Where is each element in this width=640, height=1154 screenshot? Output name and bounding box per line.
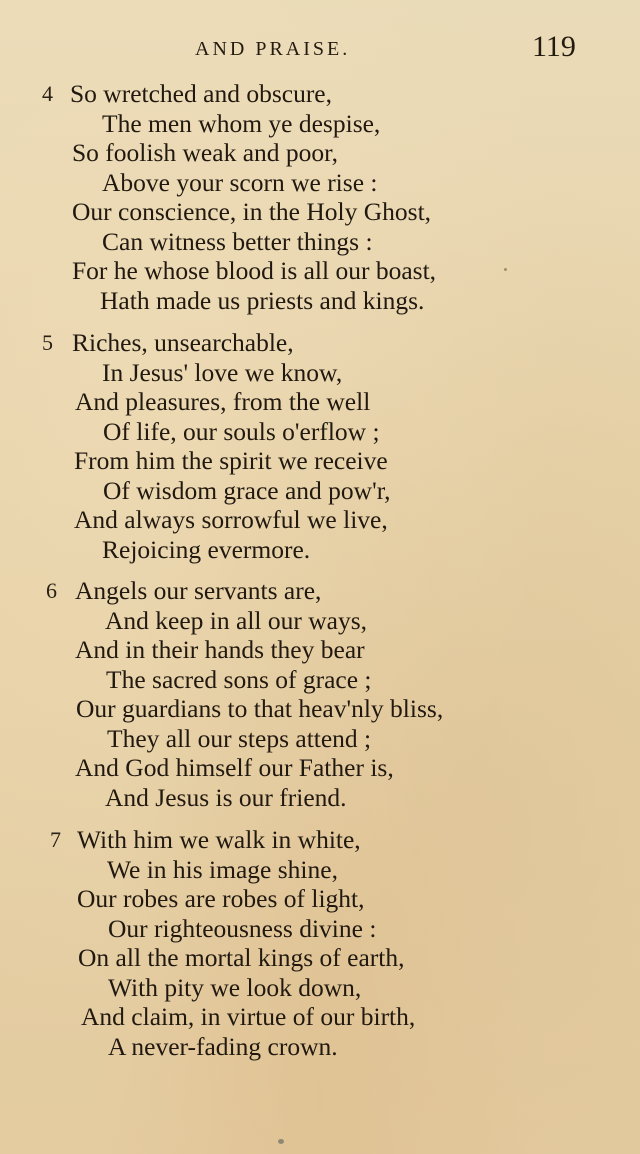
verse-line: Our guardians to that heav'nly bliss,	[76, 694, 444, 723]
stanza-number: 4	[42, 81, 53, 106]
verse-line: A never-fading crown.	[108, 1031, 338, 1061]
verse-line: We in his image shine,	[107, 854, 338, 884]
verse-line: On all the mortal kings of earth,	[78, 943, 405, 972]
verse-line: The sacred sons of grace ;	[106, 664, 372, 694]
verse-line: And claim, in virtue of our birth,	[81, 1002, 416, 1031]
verse-line: And in their hands they bear	[75, 635, 365, 664]
verse-line: Rejoicing evermore.	[102, 534, 311, 564]
verse-line: Hath made us priests and kings.	[100, 285, 425, 315]
verse-line: Our righteousness divine :	[108, 913, 377, 943]
paper-spot	[278, 1139, 284, 1144]
verse-line: Our robes are robes of light,	[77, 884, 365, 913]
stanza-number: 7	[50, 827, 61, 852]
verse-line: Can witness better things :	[102, 226, 373, 256]
verse-line: So foolish weak and poor,	[72, 138, 338, 167]
stanza-number: 6	[46, 578, 57, 603]
verse-line: In Jesus' love we know,	[102, 357, 343, 387]
verse-line: Our conscience, in the Holy Ghost,	[72, 197, 432, 226]
verse-line: So wretched and obscure,	[70, 79, 332, 108]
verse-line: Of wisdom grace and pow'r,	[103, 475, 391, 505]
verse-line: And Jesus is our friend.	[105, 782, 347, 812]
page-number: 119	[532, 30, 576, 63]
verse-line: And pleasures, from the well	[75, 387, 371, 416]
stanza-number: 5	[42, 330, 53, 355]
verse-line: And keep in all our ways,	[105, 605, 368, 635]
verse-line: The men whom ye despise,	[102, 108, 381, 138]
verse-line: With pity we look down,	[108, 972, 362, 1002]
verse-line: For he whose blood is all our boast,	[72, 256, 437, 285]
verse-line: Riches, unsearchable,	[72, 328, 294, 357]
paper-spot	[504, 268, 507, 271]
verse-line: And always sorrowful we live,	[74, 505, 388, 534]
verse-line: Above your scorn we rise :	[102, 167, 378, 197]
verse-line: With him we walk in white,	[77, 825, 361, 854]
verse-line: From him the spirit we receive	[74, 446, 388, 475]
verse-line: Of life, our souls o'erflow ;	[103, 416, 380, 446]
verse-line: They all our steps attend ;	[107, 723, 372, 753]
running-head: AND PRAISE.	[195, 38, 351, 60]
verse-line: Angels our servants are,	[75, 576, 322, 605]
verse-line: And God himself our Father is,	[75, 753, 394, 782]
